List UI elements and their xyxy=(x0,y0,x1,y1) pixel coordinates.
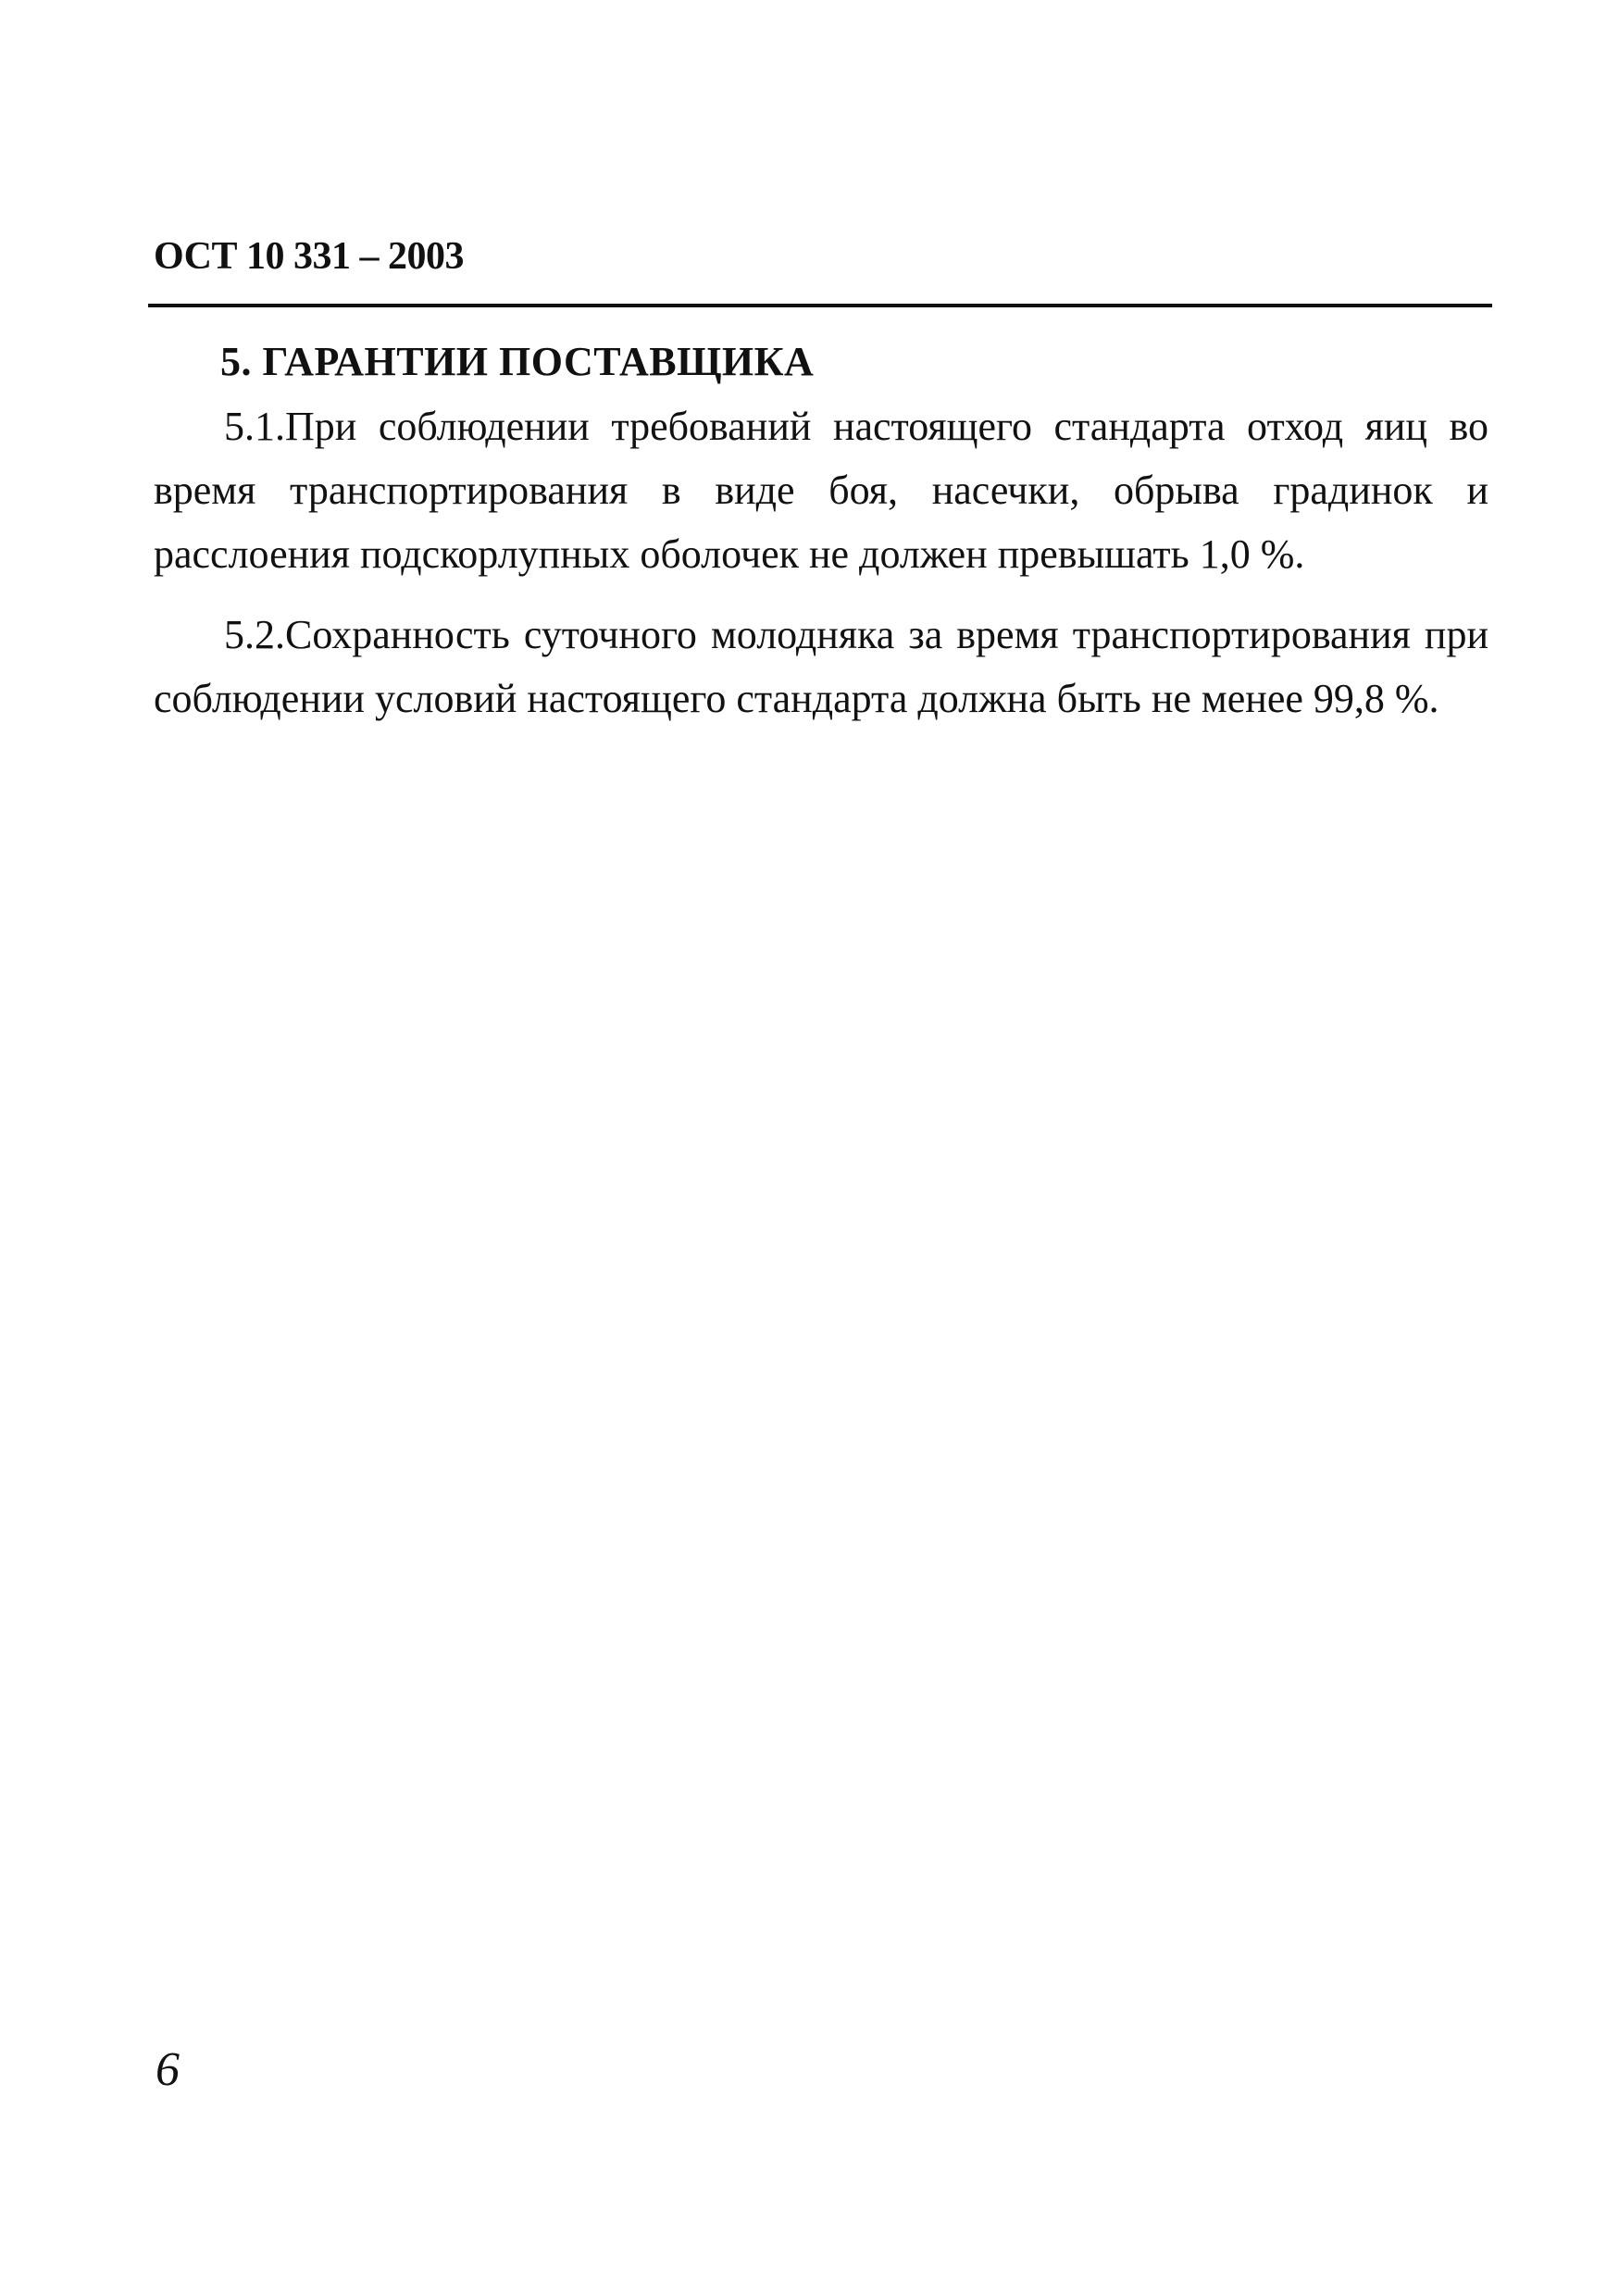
section-heading: 5. ГАРАНТИИ ПОСТАВЩИКА xyxy=(220,339,815,384)
document-code-header: ОСТ 10 331 – 2003 xyxy=(154,235,465,278)
header-divider xyxy=(148,304,1492,307)
paragraph-5-2: 5.2.Сохранность суточного молодняка за время транспортирования при соблюдении условий настоящего стандарта должна быть не менее 99,8 %. xyxy=(154,612,1488,721)
paragraph-5-1: 5.1.При соблюдении требований настоящего стандарта отход яиц во время транспортирования в виде боя, насечки, обрыва градинок и расслоения подскорлупных оболочек не должен превышать 1,0 %. xyxy=(154,404,1488,577)
page-number: 6 xyxy=(156,2043,180,2096)
section-content xyxy=(154,330,1488,747)
